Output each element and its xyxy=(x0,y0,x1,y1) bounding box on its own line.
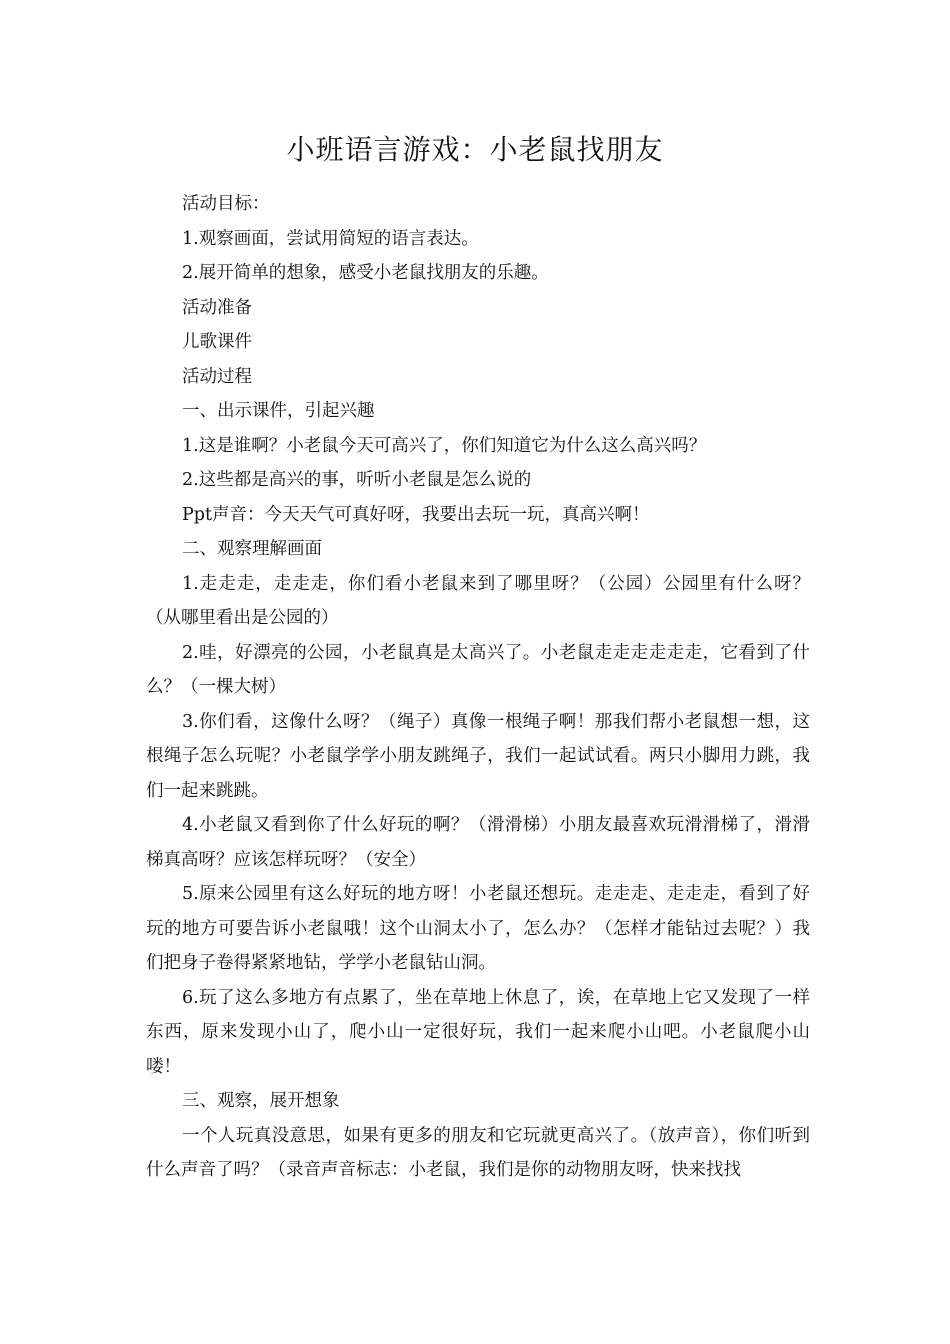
paragraph: 6.玩了这么多地方有点累了，坐在草地上休息了，诶，在草地上它又发现了一样东西，原来发现小山了，爬小山一定很好玩，我们一起来爬小山吧。小老鼠爬小山喽！ xyxy=(146,987,810,1077)
document-body xyxy=(146,187,810,1188)
paragraph: 儿歌课件 xyxy=(182,332,252,352)
paragraph: 1.走走走，走走走，你们看小老鼠来到了哪里呀？（公园）公园里有什么呀？（从哪里看出是公园的） xyxy=(146,573,810,628)
paragraph: 2.这些都是高兴的事，听听小老鼠是怎么说的 xyxy=(182,470,532,490)
paragraph: 1.观察画面，尝试用简短的语言表达。 xyxy=(182,228,479,249)
paragraph: 二、观察理解画面 xyxy=(182,539,322,559)
paragraph: 一、出示课件，引起兴趣 xyxy=(182,401,375,421)
paragraph: 活动过程 xyxy=(182,366,252,387)
paragraph: 2.展开简单的想象，感受小老鼠找朋友的乐趣。 xyxy=(182,263,549,283)
paragraph: 2.哇，好漂亮的公园，小老鼠真是太高兴了。小老鼠走走走走走走，它看到了什么？（一棵大树） xyxy=(146,642,810,697)
paragraph: Ppt声音：今天天气可真好呀，我要出去玩一玩，真高兴啊！ xyxy=(182,504,650,525)
paragraph: 3.你们看，这像什么呀？（绳子）真像一根绳子啊！那我们帮小老鼠想一想，这根绳子怎么玩呢？小老鼠学学小朋友跳绳子，我们一起试试看。两只小脚用力跳，我们一起来跳跳。 xyxy=(146,711,810,801)
paragraph: 三、观察，展开想象 xyxy=(182,1091,340,1111)
paragraph: 活动准备 xyxy=(182,297,252,318)
paragraph: 活动目标： xyxy=(182,194,270,214)
paragraph: 1.这是谁啊？小老鼠今天可高兴了，你们知道它为什么这么高兴吗？ xyxy=(182,435,707,456)
paragraph: 5.原来公园里有这么好玩的地方呀！小老鼠还想玩。走走走、走走走，看到了好玩的地方可要告诉小老鼠哦！这个山洞太小了，怎么办？（怎样才能钻过去呢？）我们把身子卷得紧紧地钻，学学小老鼠钻山洞。 xyxy=(146,884,810,973)
paragraph: 4.小老鼠又看到你了什么好玩的啊？（滑滑梯）小朋友最喜欢玩滑滑梯了，滑滑梯真高呀？应该怎样玩呀？（安全） xyxy=(146,815,810,870)
document-title: 小班语言游戏：小老鼠找朋友 xyxy=(286,133,664,166)
paragraph: 一个人玩真没意思，如果有更多的朋友和它玩就更高兴了。（放声音），你们听到什么声音了吗？（录音声音标志：小老鼠，我们是你的动物朋友呀，快来找找 xyxy=(146,1125,810,1180)
